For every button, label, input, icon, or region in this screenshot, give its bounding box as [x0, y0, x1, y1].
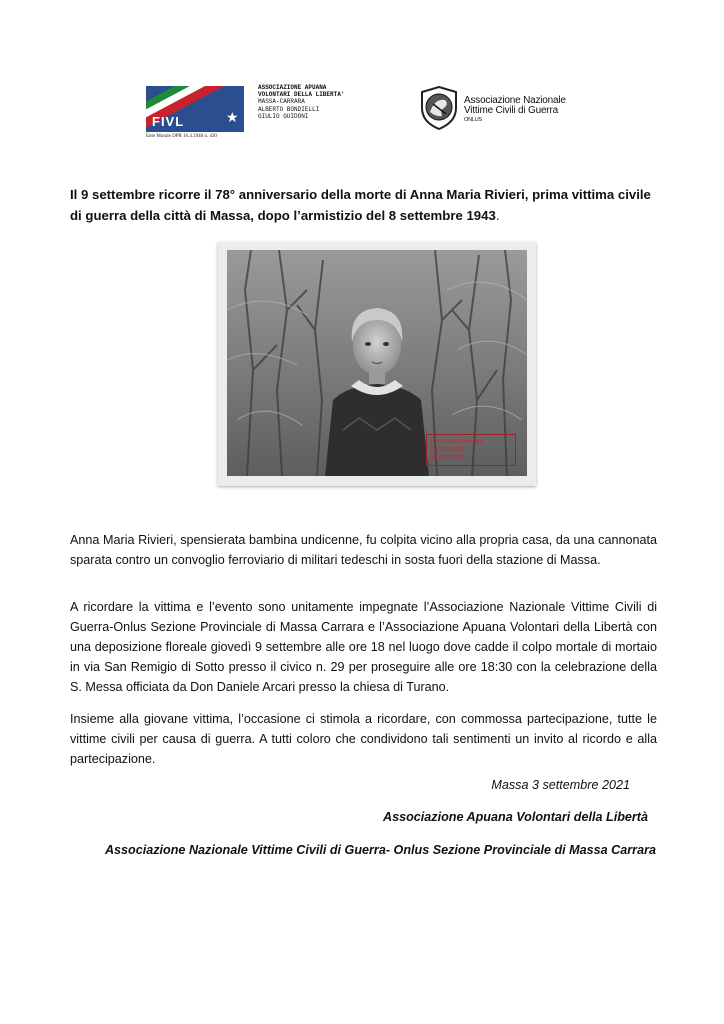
fivl-line: GIULIO GUIDONI: [258, 112, 309, 120]
fivl-acronym: FIVL: [152, 114, 185, 129]
caption-name: Anna Maria Rivieri: [430, 438, 484, 445]
body-paragraph-3: Insieme alla giovane vittima, l’occasione ci stimola a ricordare, con commossa partecipazione, tutte le vittime civili per causa di guerra. A tutti coloro che condividono tali sentimenti un invito al ricordo e alla partecipazione.: [70, 712, 657, 766]
fivl-association-lines: [258, 84, 344, 120]
fivl-motto: Ente Morale DPR 16.4.1948 n. 430: [146, 134, 217, 139]
anvcg-line1: Associazione Nazionale: [464, 95, 566, 106]
signature-anvcg: Associazione Nazionale Vittime Civili di Guerra- Onlus Sezione Provinciale di Massa Carrara: [104, 843, 656, 857]
intro-tail: .: [495, 208, 500, 223]
anvcg-logo: [418, 86, 588, 136]
body-paragraph-2: A ricordare la vittima e l’evento sono unitamente impegnate l’Associazione Nazionale Vittime Civili di Guerra-Onlus Sezione Provinciale di Massa Carrara e l’Associazione Apuana Volontari della Libertà con una deposizione floreale giovedì 9 settembre alle ore 18 nel luogo dove cadde il colpo mortale di mortaio in via San Remigio di Sotto presso il civico n. 29 per proseguire alle ore 18:30 con la celebrazione della S. Messa officiata da Don Daniele Arcari presso la chiesa di Turano.: [70, 600, 657, 694]
fivl-line: VOLONTARI DELLA LIBERTA': [258, 91, 345, 99]
photo-frame: [218, 242, 536, 486]
intro-paragraph: [70, 184, 660, 226]
fivl-line: ASSOCIAZIONE APUANA: [258, 84, 327, 91]
anvcg-line2: Vittime Civili di Guerra: [464, 105, 558, 116]
signature-apuana: Associazione Apuana Volontari della Libertà: [383, 810, 648, 824]
body-paragraph-1: Anna Maria Rivieri, spensierata bambina undicenne, fu colpita vicino alla propria casa, da una cannonata sparata contro un convoglio ferroviario di militari tedeschi in sosta fuori della stazione di Massa.: [70, 533, 657, 567]
caption-death-date: 09-09-1943: [430, 454, 464, 461]
star-icon: ★: [226, 109, 239, 125]
fivl-flag-emblem: [146, 86, 244, 132]
anvcg-text: [464, 96, 566, 124]
photo-caption: [426, 434, 516, 466]
intro-bold-text: Il 9 settembre ricorre il 78° anniversario della morte di Anna Maria Rivieri, prima vittima civile di guerra della città di Massa, dopo l’armistizio del 8 settembre 1943: [70, 187, 651, 223]
fivl-line: MASSA-CARRARA: [258, 98, 305, 106]
caption-birth-date: 02-07-1932: [430, 446, 464, 453]
fivl-line: ALBERTO BONDIELLI: [258, 105, 320, 113]
closing-date: Massa 3 settembre 2021: [491, 778, 630, 792]
anvcg-line3: ONLUS: [464, 117, 482, 123]
fivl-logo: [146, 82, 396, 144]
anvcg-seal-icon: [418, 86, 460, 130]
